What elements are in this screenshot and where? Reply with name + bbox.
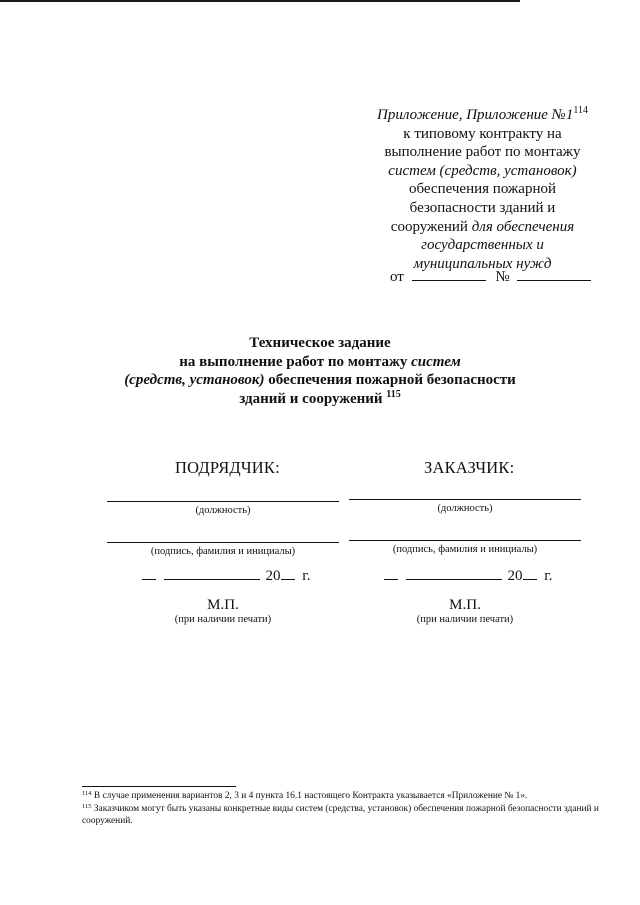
appendix-date-line xyxy=(390,268,591,286)
footnote-ref-115: 115 xyxy=(386,388,401,400)
contractor-stamp-note: (при наличии печати) xyxy=(174,614,272,625)
customer-year-prefix: 20 xyxy=(507,568,523,584)
footnote-115-text: Заказчиком могут быть указаны конкретные виды систем (средства, установок) обеспечения пожарной безопасности зданий и сооружений. xyxy=(82,803,599,827)
footnote-115-ref: 115 xyxy=(82,802,92,810)
customer-day-blank xyxy=(384,567,398,580)
title-line-2 xyxy=(60,353,580,372)
contractor-month-blank xyxy=(164,567,260,580)
customer-date xyxy=(384,567,552,585)
appendix-title: Приложение, Приложение №1 xyxy=(377,107,574,123)
document-title xyxy=(60,334,580,408)
appendix-header xyxy=(350,106,615,273)
title-line-4-text: зданий и сооружений xyxy=(239,390,383,407)
footnote-114 xyxy=(82,790,602,803)
number-blank xyxy=(517,268,591,281)
appendix-line-8: государственных и xyxy=(421,237,544,254)
title-line-4 xyxy=(60,390,580,409)
footnote-114-text: В случае применения вариантов 2, 3 и 4 пункта 16.1 настоящего Контракта указывается «Приложение № 1». xyxy=(91,791,528,801)
customer-signature-line xyxy=(349,540,581,541)
customer-signature-label: (подпись, фамилия и инициалы) xyxy=(392,544,538,555)
appendix-line-5: обеспечения пожарной xyxy=(408,181,557,198)
contractor-heading: ПОДРЯДЧИК: xyxy=(175,458,280,477)
customer-year-suffix: г. xyxy=(544,568,553,584)
title-line-3 xyxy=(60,371,580,390)
appendix-line-2: к типовому контракту на xyxy=(403,125,562,142)
appendix-line-4: систем (средств, установок) xyxy=(388,162,577,179)
customer-stamp: М.П. xyxy=(449,597,481,613)
footnote-separator xyxy=(82,786,236,787)
appendix-line-7-normal: сооружений xyxy=(390,218,472,235)
scan-edge-line xyxy=(0,0,520,2)
number-label: № xyxy=(495,269,510,285)
contractor-position-line xyxy=(107,501,339,502)
contractor-position-label: (должность) xyxy=(195,505,251,516)
appendix-line-6: безопасности зданий и xyxy=(409,199,556,216)
appendix-line-3: выполнение работ по монтажу xyxy=(384,144,581,161)
title-line-2-italic: систем xyxy=(411,353,461,370)
customer-month-blank xyxy=(406,567,502,580)
date-blank xyxy=(412,268,486,281)
contractor-day-blank xyxy=(142,567,156,580)
appendix-line-1 xyxy=(350,106,615,125)
footnote-114-ref: 114 xyxy=(82,790,92,797)
contractor-signature-label: (подпись, фамилия и инициалы) xyxy=(150,546,296,557)
footnote-115 xyxy=(82,803,602,828)
contractor-signature-line xyxy=(107,542,339,543)
date-from-label: от xyxy=(390,269,404,285)
customer-position-line xyxy=(349,499,581,500)
title-line-3-italic: (средств, установок) xyxy=(124,372,265,388)
contractor-year-prefix: 20 xyxy=(265,568,281,584)
title-line-2-normal: на выполнение работ по монтажу xyxy=(179,353,412,370)
contractor-year-suffix: г. xyxy=(302,568,311,584)
footnote-ref-114: 114 xyxy=(573,105,588,116)
footnotes xyxy=(82,790,602,828)
title-line-3-normal: обеспечения пожарной безопасности xyxy=(264,372,516,388)
appendix-line-7 xyxy=(350,218,615,237)
appendix-line-7-italic: для обеспечения xyxy=(471,218,575,235)
customer-position-label: (должность) xyxy=(437,503,493,514)
contractor-date xyxy=(142,567,310,585)
customer-heading: ЗАКАЗЧИК: xyxy=(424,458,515,477)
customer-year-blank xyxy=(523,567,537,580)
title-line-1: Техническое задание xyxy=(249,335,391,351)
contractor-year-blank xyxy=(281,567,295,580)
contractor-stamp: М.П. xyxy=(207,597,239,613)
appendix-line-9: муниципальных нужд xyxy=(413,255,552,272)
customer-stamp-note: (при наличии печати) xyxy=(416,614,514,625)
